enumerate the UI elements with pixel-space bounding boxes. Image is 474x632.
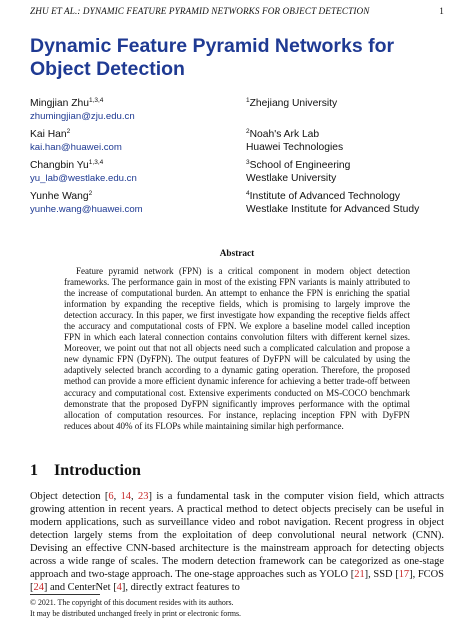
intro-text: , [113,491,121,502]
abstract-text: Feature pyramid network (FPN) is a critical component in modern object detection frameworks. The performance gain in most of the existing FPN variants is mainly attributed to the increase of computational burden. An attempt to enhance the FPN is enriching the spatial information by expanding the receptive fields, which is promising to largely improve the detection accuracy. In this paper, we first investigate how expanding the receptive fields affect the accuracy and computational costs of FPN. We explore a baseline model called inception FPN in which each lateral connection contains convolution filters with different kernel sizes. Moreover, we point out that not all objects need such a complicated calculation and propose a new dynamic FPN (DyFPN). The output features of DyFPN will be calculated by using the adaptively selected branch according to a dynamic gating operation. Therefore, the proposed method can provide a more efficient dynamic inference for achieving a better trade-off between accuracy and computational cost. Extensive experiments conducted on MS-COCO benchmark demonstrate that the proposed DyFPN significantly improves performance with the optimal allocation of computation resources. For instance, replacing inception FPN with DyFPN reduces about 40% of its FLOPs while maintaining similar high performance. [64,266,410,431]
copyright-line: © 2021. The copyright of this document resides with its authors. [30,598,234,607]
author-entry [30,128,240,154]
running-title: ZHU ET AL.: DYNAMIC FEATURE PYRAMID NETWORKS FOR OBJECT DETECTION [30,6,370,16]
author-name: Kai Han [30,129,67,140]
footnote-rule [30,594,100,595]
author-affiliation-mark: 2 [88,190,93,197]
institution-name: School of Engineering [249,160,351,171]
institution-name-line2: Westlake University [246,173,337,184]
author-row [30,190,444,221]
institution-name: Institute of Advanced Technology [249,191,400,202]
institution-entry [246,159,456,185]
intro-text: ], SSD [ [364,568,399,580]
intro-text: , [131,491,139,502]
copyright-footnote [30,598,444,619]
institution-mark: 4 [246,190,250,197]
institution-name-line2: Westlake Institute for Advanced Study [246,204,420,215]
citation-link[interactable]: 23 [138,491,149,502]
author-affiliation-mark: 1,3,4 [88,159,104,166]
author-row [30,159,444,190]
intro-text: ], directly extract features to [121,581,240,593]
introduction-paragraph [30,491,444,595]
institution-name-line2: Huawei Technologies [246,142,344,153]
author-entry [30,97,240,123]
institution-mark: 3 [246,159,250,166]
institution-entry [246,128,456,154]
citation-link[interactable]: 14 [120,491,132,502]
author-entry [30,159,240,185]
institution-mark: 1 [246,97,250,104]
institution-entry [246,190,456,216]
citation-link[interactable]: 21 [354,568,365,580]
institution-name: Zhejiang University [249,98,338,109]
distribution-line: It may be distributed unchanged freely in print or electronic forms. [30,608,242,618]
citation-link[interactable]: 6 [108,491,114,502]
section-number: 1 [30,462,38,479]
author-email[interactable]: yu_lab@westlake.edu.cn [30,173,137,184]
author-affiliation-mark: 1,3,4 [88,97,104,104]
page-number: 1 [439,6,444,16]
author-block [30,97,444,221]
institution-mark: 2 [246,128,250,135]
running-header [30,6,444,22]
intro-text: ] and CenterNet [ [43,581,117,593]
author-row [30,97,444,128]
institution-entry [246,97,456,110]
abstract-heading: Abstract [219,249,255,259]
intro-text: ] is a fundamental task in the computer vision field, which attracts growing attention in recent years. A practical method to detect objects precisely can be useful in modern applications, such as surveillance video and robot navigation. Recent progress in object detection largely stems from the exploitation of deep convolutional neural network (CNN). Devising an effective CNN-based architecture is the mainstream approach for detecting objects across a wide range of scales. The modern detection framework can be categorized as one-stage approach and two-stage approach. The one-stage approaches such as YOLO [ [30,491,445,580]
citation-link[interactable]: 24 [33,581,44,593]
author-affiliation-mark: 2 [66,128,71,135]
section-heading [30,462,444,480]
author-row [30,128,444,159]
author-name: Mingjian Zhu [30,98,89,109]
institution-name: Noah's Ark Lab [249,129,320,140]
author-name: Changbin Yu [30,160,89,171]
citation-link[interactable]: 17 [398,568,410,580]
paper-title: Dynamic Feature Pyramid Networks for Object Detection [30,35,395,80]
intro-text: ], FCOS [ [30,568,444,593]
author-name: Yunhe Wang [30,191,89,202]
author-email[interactable]: zhumingjian@zju.edu.cn [30,111,135,122]
section-title: Introduction [54,462,141,479]
author-email[interactable]: yunhe.wang@huawei.com [30,204,143,215]
citation-link[interactable]: 4 [116,581,122,593]
intro-text: Object detection [ [30,491,109,502]
author-email[interactable]: kai.han@huawei.com [30,142,122,153]
author-entry [30,190,240,216]
